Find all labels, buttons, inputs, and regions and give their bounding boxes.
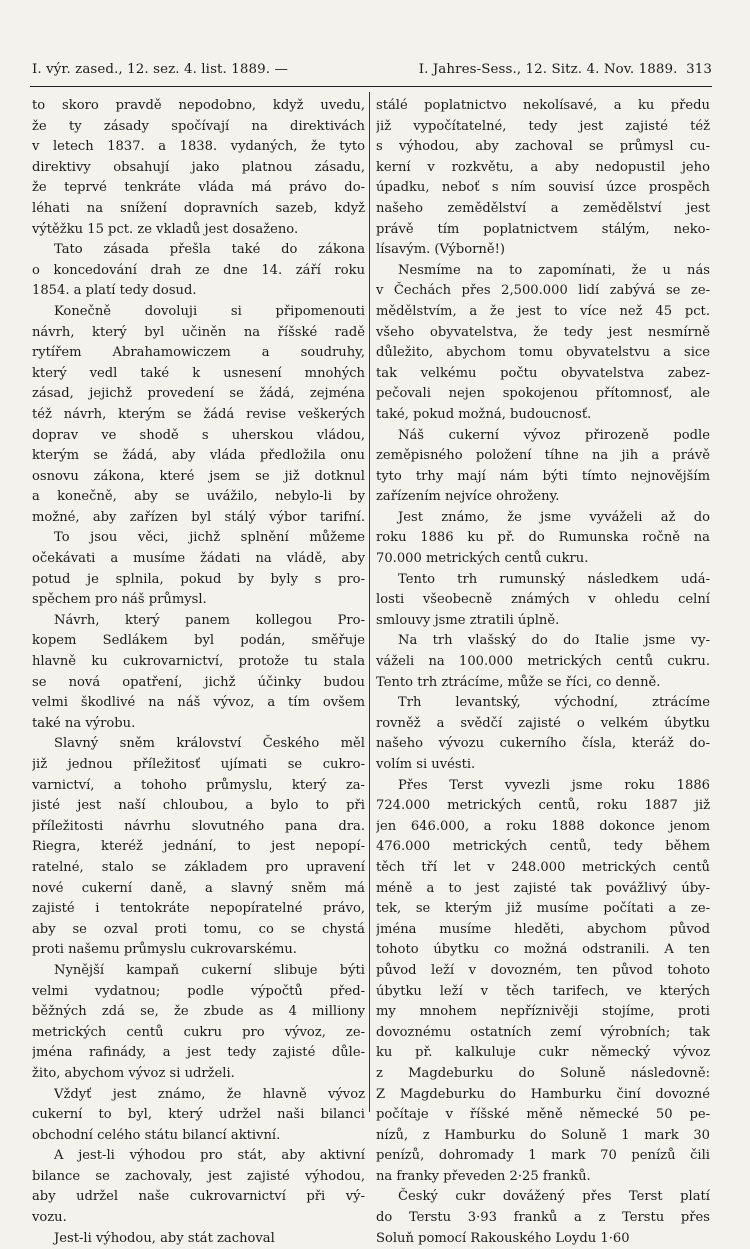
text-line: jisté jest naší chloubou, a bylo to při (32, 798, 365, 814)
text-line: úbytku leží v těch tarifech, ve kterých (376, 983, 710, 999)
text-line: návrh, který byl učiněn na říšské radě (32, 324, 365, 340)
text-line: že ty zásady spočívají na direktivách (32, 118, 365, 134)
text-line: Soluň pomocí Rakouského Loydu 1·60 (376, 1230, 630, 1246)
text-line: aby udržel naše cukrovarnictví při vý- (32, 1189, 365, 1205)
text-line: proti našemu průmyslu cukrovarskému. (32, 942, 297, 958)
text-line: doprav ve shodě s uherskou vládou, (32, 427, 365, 443)
text-line: také na výrobu. (32, 715, 136, 731)
text-line: vozu. (32, 1210, 67, 1226)
text-line: varnictví, a tohoho průmyslu, který za- (32, 777, 365, 793)
text-line: Jest-li výhodou, aby stát zachoval (54, 1230, 275, 1246)
text-line: kerní v rozkvětu, a aby nedopustil jeho (376, 159, 710, 175)
header-czech-title: I. výr. zased., 12. sez. 4. list. 1889. (32, 62, 271, 77)
text-line: právě tím poplatnictvem stálým, neko- (376, 221, 710, 237)
text-line: Tato zásada přešla také do zákona (54, 242, 365, 258)
text-line: běžných zdá se, že zbude as 4 milliony (32, 1004, 365, 1020)
running-header (32, 62, 712, 84)
text-line: aby se ozval proti tomu, co se chystá (32, 921, 365, 937)
text-line: mědělstvím, a že jest to více než 45 pct. (376, 303, 710, 319)
text-line: hlavně ku cukrovarnictví, protože tu stala (32, 654, 365, 670)
text-line: ratelné, stalo se základem pro upravení (32, 859, 365, 875)
text-line: v Čechách přes 2,500.000 lidí zabývá se ze- (376, 283, 710, 299)
text-line: osnovu zákona, které jsem se již dotknul (32, 468, 365, 484)
text-line: obchodní celého státu bilancí aktivní. (32, 1127, 281, 1143)
text-line: velmi škodlivé na náš vývoz, a tím ovšem (32, 695, 365, 711)
text-line: o koncedování drah ze dne 14. září roku (32, 262, 365, 278)
text-line: losti všeobecně známých v ohledu celní (376, 592, 710, 608)
text-line: výtěžku 15 pct. ze vkladů jest dosaženo. (32, 221, 299, 237)
text-line: dovoznému ostatních zemí výrobních; tak (376, 1024, 710, 1040)
column-divider (369, 92, 370, 1112)
text-line: Návrh, který panem kollegou Pro- (54, 612, 365, 628)
text-line: nízů, z Hamburku do Soluně 1 mark 30 (376, 1127, 710, 1143)
text-line: úpadku, neboť s ním souvisí úzce prospěch (376, 180, 710, 196)
text-line: jména musíme hleděti, abychom původ (376, 921, 710, 937)
text-line: lísavým. (Výborně!) (376, 242, 505, 258)
header-dash: — (274, 62, 288, 77)
text-line: nové cukerní daně, a slavný sněm má (32, 880, 365, 896)
text-line: očekávati a musíme žádati na vládě, aby (32, 551, 365, 567)
text-line: A jest-li výhodou pro stát, aby aktivní (54, 1148, 365, 1164)
text-line: kterým se žádá, aby vláda předložila onu (32, 448, 365, 464)
text-line: metrických centů cukru pro vývoz, ze- (32, 1024, 365, 1040)
header-right (419, 62, 712, 77)
right-column (376, 96, 710, 1249)
text-line: volím si uvésti. (376, 757, 476, 772)
text-line: 1854. a platí tedy dosud. (32, 283, 197, 299)
text-line: že teprvé tenkráte vláda má právo do- (32, 180, 365, 196)
text-line: též návrh, kterým se žádá revise veškerých (32, 406, 365, 422)
text-line: Náš cukerní vývoz přirozeně podle (398, 427, 710, 443)
text-line: roku 1886 ku př. do Rumunska ročně na (376, 530, 710, 546)
text-line: pečovali nejen spokojenou přítomnosť, ale (376, 386, 710, 402)
text-line: již jednou příležitosť ujímati se cukro- (32, 757, 365, 772)
text-line: rovněž a svědčí zajisté o velkém úbytku (376, 715, 710, 731)
text-line: stálé poplatnictvo nekolísavé, a ku předu (376, 98, 710, 113)
text-line: Trh levantský, východní, ztrácíme (398, 695, 710, 711)
text-line: z Magdeburku do Soluně následovně: (376, 1065, 710, 1081)
text-line: tek, se kterým již musíme počítati a ze- (376, 901, 710, 917)
text-line: zařízením nejvíce ohroženy. (376, 489, 560, 505)
text-line: se nová opatření, jichž účinky budou (32, 674, 365, 690)
header-left (32, 62, 288, 77)
text-line: tyto trhy mají nám býti tímto nejnovějším (376, 468, 710, 484)
text-line: kopem Sedlákem byl podán, směřuje (32, 633, 365, 649)
text-line: Nesmíme na to zapomínati, že u nás (398, 262, 710, 278)
text-line: 724.000 metrických centů, roku 1887 již (376, 798, 710, 814)
text-line: zeměpisného položení tíhne na jih a právě (376, 448, 710, 464)
header-rule (30, 86, 712, 87)
text-line: Přes Terst vyvezli jsme roku 1886 (398, 777, 710, 793)
text-line: počítaje v říšské měně německé 50 pe- (376, 1107, 710, 1123)
text-line: Riegra, kteréž jednání, to jest nepopí- (32, 839, 365, 855)
text-line: který vedl také k usnesení mnohých (32, 365, 365, 381)
text-line: Konečně dovoluji si připomenouti (54, 303, 365, 319)
text-line: direktivy obsahují jako platnou zásadu, (32, 159, 365, 175)
text-line: důležito, abychom tomu obyvatelstvu a sice (376, 345, 710, 361)
text-line: také, pokud možná, budoucnosť. (376, 406, 592, 422)
text-line: zajisté i tentokráte nepopíratelné právo, (32, 901, 365, 917)
text-line: Na trh vlašský do do Italie jsme vy- (398, 633, 710, 649)
text-line: Nynější kampaň cukerní slibuje býti (54, 962, 365, 978)
page-number: 313 (686, 62, 712, 77)
text-line: možné, aby zařízen byl stálý výbor tarifní. (32, 509, 365, 525)
text-line: Jest známo, že jsme vyváželi až do (398, 509, 710, 525)
text-line: zásad, jejichž provedení se žádá, zejména (32, 386, 365, 402)
text-line: Tento trh rumunský následkem udá- (398, 571, 710, 587)
text-line: cukerní to byl, který udržel naši bilanci (32, 1107, 365, 1123)
text-line: s výhodou, aby zachoval se průmysl cu- (376, 139, 710, 155)
text-line: a konečně, aby se uvážilo, nebylo-li by (32, 489, 365, 505)
text-line: jména rafinády, a jest tedy zajisté důle- (32, 1045, 365, 1061)
text-line: do Terstu 3·93 franků a z Terstu přes (376, 1210, 710, 1226)
text-line: Vždyť jest známo, že hlavně vývoz (54, 1086, 365, 1102)
text-line: Z Magdeburku do Hamburku činí dovozné (376, 1086, 710, 1102)
text-line: Slavný sněm království Českého měl (54, 736, 365, 752)
text-line: váželi na 100.000 metrických centů cukru. (376, 654, 710, 670)
text-line: těch tří let v 248.000 metrických centů (376, 859, 710, 875)
text-line: 476.000 metrických centů, tedy během (376, 839, 710, 855)
text-line: rytířem Abrahamowiczem a soudruhy, (32, 345, 365, 361)
text-line: ku př. kalkuluje cukr německý vývoz (376, 1045, 710, 1061)
text-line: To jsou věci, jichž splnění můžeme (54, 530, 365, 546)
text-line: všeho obyvatelstva, že tedy jest nesmírně (376, 324, 710, 340)
text-line: velmi vydatnou; podle výpočtů před- (32, 983, 365, 999)
text-line: v letech 1837. a 1838. vydaných, že tyto (32, 139, 365, 155)
text-line: příležitosti návrhu slovutného pana dra. (32, 818, 365, 834)
text-line: na franky převeden 2·25 franků. (376, 1168, 591, 1184)
text-line: Český cukr dovážený přes Terst platí (398, 1189, 710, 1205)
text-line: žito, abychom vývoz si udrželi. (32, 1065, 235, 1081)
text-line: našeho vývozu cukerního čísla, kteráž do- (376, 736, 710, 752)
text-line: 70.000 metrických centů cukru. (376, 551, 589, 567)
text-line: léhati na snížení dopravních sazeb, když (32, 200, 365, 216)
text-line: potud je splnila, pokud by byly s pro- (32, 571, 365, 587)
text-line: spěchem pro náš průmysl. (32, 592, 207, 608)
text-line: našeho zemědělství a zemědělství jest (376, 200, 710, 216)
text-line: původ leží v dovozném, ten původ tohoto (376, 962, 710, 978)
text-line: méně a to jest zajisté tak povážlivý úby- (376, 880, 710, 896)
text-line: již vypočítatelné, tedy jest zajisté též (376, 118, 710, 134)
text-line: my mnohem nepříznivěji stojíme, proti (376, 1004, 710, 1020)
text-line: bilance se zachovaly, jest zajisté výhodou, (32, 1168, 365, 1184)
text-line: tak velkému počtu obyvatelstva zabez- (376, 365, 710, 381)
header-german-title: I. Jahres-Sess., 12. Sitz. 4. Nov. 1889. (418, 62, 678, 77)
left-column (32, 96, 365, 1249)
text-line: to skoro pravdě nepodobno, když uvedu, (32, 98, 365, 113)
text-line: tohoto úbytku co možná odstranili. A ten (376, 942, 710, 958)
text-line: Tento trh ztrácíme, může se říci, co denně. (376, 674, 661, 690)
text-line: smlouvy jsme ztratili úplně. (376, 612, 560, 628)
text-line: penízů, dohromady 1 mark 70 penízů čili (376, 1148, 710, 1164)
text-line: jen 646.000, a roku 1888 dokonce jenom (376, 818, 710, 834)
